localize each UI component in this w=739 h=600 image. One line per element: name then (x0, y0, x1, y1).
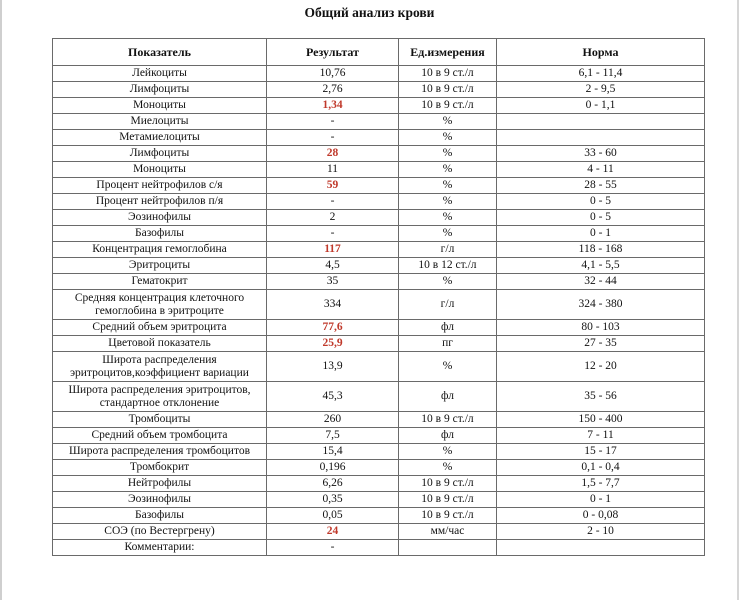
cell-unit: 10 в 9 ст./л (399, 98, 497, 114)
table-row (53, 130, 705, 146)
cell-indicator: Моноциты (53, 162, 267, 178)
table-body (53, 66, 705, 556)
cell-norm: 4,1 - 5,5 (497, 258, 705, 274)
cell-norm: 28 - 55 (497, 178, 705, 194)
table-row (53, 162, 705, 178)
cell-indicator: Эритроциты (53, 258, 267, 274)
cell-indicator: Тромбокрит (53, 460, 267, 476)
cell-unit: % (399, 178, 497, 194)
table-row (53, 66, 705, 82)
cell-result: 11 (267, 162, 399, 178)
cell-result: 25,9 (267, 336, 399, 352)
table-row (53, 178, 705, 194)
cell-unit: % (399, 146, 497, 162)
cell-unit (399, 540, 497, 556)
cell-indicator: Базофилы (53, 508, 267, 524)
cell-unit: % (399, 226, 497, 242)
cell-unit: 10 в 12 ст./л (399, 258, 497, 274)
cell-norm: 1,5 - 7,7 (497, 476, 705, 492)
cell-result: 260 (267, 412, 399, 428)
cell-result: 117 (267, 242, 399, 258)
cell-indicator: Лимфоциты (53, 82, 267, 98)
cell-unit: % (399, 444, 497, 460)
cell-result: - (267, 194, 399, 210)
table-row (53, 476, 705, 492)
cell-unit: % (399, 274, 497, 290)
cell-norm: 27 - 35 (497, 336, 705, 352)
cell-indicator: Комментарии: (53, 540, 267, 556)
cell-unit: 10 в 9 ст./л (399, 82, 497, 98)
cell-unit: % (399, 210, 497, 226)
cell-unit: фл (399, 382, 497, 412)
cell-norm: 2 - 10 (497, 524, 705, 540)
cell-result: 77,6 (267, 320, 399, 336)
table-row (53, 274, 705, 290)
cell-result: 24 (267, 524, 399, 540)
cell-result: 13,9 (267, 352, 399, 382)
table-row (53, 508, 705, 524)
cell-norm: 150 - 400 (497, 412, 705, 428)
cell-norm: 15 - 17 (497, 444, 705, 460)
cell-unit: пг (399, 336, 497, 352)
cell-indicator: Эозинофилы (53, 210, 267, 226)
table-row (53, 412, 705, 428)
cell-indicator: СОЭ (по Вестергрену) (53, 524, 267, 540)
cell-norm: 0,1 - 0,4 (497, 460, 705, 476)
cell-indicator: Широта распределения эритроцитов, стандартное отклонение (53, 382, 267, 412)
cell-unit: фл (399, 428, 497, 444)
cell-indicator: Эозинофилы (53, 492, 267, 508)
cell-indicator: Процент нейтрофилов п/я (53, 194, 267, 210)
header-unit: Ед.измерения (399, 39, 497, 66)
cell-unit: 10 в 9 ст./л (399, 492, 497, 508)
cell-norm (497, 114, 705, 130)
cell-unit: 10 в 9 ст./л (399, 412, 497, 428)
table-header-row (53, 39, 705, 66)
cell-result: - (267, 540, 399, 556)
table-row (53, 194, 705, 210)
page-title: Общий анализ крови (304, 5, 435, 20)
cell-norm: 324 - 380 (497, 290, 705, 320)
cell-result: 15,4 (267, 444, 399, 460)
cell-norm: 7 - 11 (497, 428, 705, 444)
cell-indicator: Миелоциты (53, 114, 267, 130)
cell-indicator: Цветовой показатель (53, 336, 267, 352)
cell-result: 0,05 (267, 508, 399, 524)
cell-norm: 0 - 1 (497, 226, 705, 242)
header-indicator: Показатель (53, 39, 267, 66)
table-row (53, 428, 705, 444)
cell-unit: г/л (399, 242, 497, 258)
cell-norm (497, 540, 705, 556)
table-row (53, 444, 705, 460)
cell-result: 10,76 (267, 66, 399, 82)
cell-indicator: Гематокрит (53, 274, 267, 290)
table-row (53, 258, 705, 274)
table-row (53, 352, 705, 382)
cell-indicator: Нейтрофилы (53, 476, 267, 492)
cell-indicator: Средний объем эритроцита (53, 320, 267, 336)
cell-unit: фл (399, 320, 497, 336)
table-row (53, 210, 705, 226)
cell-norm: 0 - 1,1 (497, 98, 705, 114)
table-row (53, 226, 705, 242)
cell-result: 2 (267, 210, 399, 226)
cell-unit: г/л (399, 290, 497, 320)
cell-norm: 118 - 168 (497, 242, 705, 258)
cell-norm: 6,1 - 11,4 (497, 66, 705, 82)
cell-indicator: Лимфоциты (53, 146, 267, 162)
table-row (53, 242, 705, 258)
table-row (53, 524, 705, 540)
cell-indicator: Средний объем тромбоцита (53, 428, 267, 444)
cell-result: 45,3 (267, 382, 399, 412)
cell-norm: 80 - 103 (497, 320, 705, 336)
cell-norm: 35 - 56 (497, 382, 705, 412)
table-row (53, 336, 705, 352)
cell-indicator: Метамиелоциты (53, 130, 267, 146)
table-row (53, 98, 705, 114)
cell-unit: % (399, 130, 497, 146)
cell-norm: 0 - 5 (497, 194, 705, 210)
cell-norm: 33 - 60 (497, 146, 705, 162)
cell-result: 2,76 (267, 82, 399, 98)
cell-norm: 4 - 11 (497, 162, 705, 178)
table-row (53, 382, 705, 412)
cell-norm: 0 - 1 (497, 492, 705, 508)
cell-norm: 12 - 20 (497, 352, 705, 382)
cell-unit: 10 в 9 ст./л (399, 476, 497, 492)
cell-norm: 0 - 5 (497, 210, 705, 226)
cell-unit: % (399, 194, 497, 210)
table-row (53, 540, 705, 556)
table-row (53, 460, 705, 476)
cell-result: 4,5 (267, 258, 399, 274)
cell-result: 7,5 (267, 428, 399, 444)
table-row (53, 492, 705, 508)
cell-norm: 2 - 9,5 (497, 82, 705, 98)
cell-indicator: Средняя концентрация клеточного гемоглобина в эритроците (53, 290, 267, 320)
cell-result: 28 (267, 146, 399, 162)
cell-unit: 10 в 9 ст./л (399, 66, 497, 82)
table-row (53, 146, 705, 162)
table-row (53, 320, 705, 336)
cell-result: 6,26 (267, 476, 399, 492)
cell-indicator: Широта распределения тромбоцитов (53, 444, 267, 460)
cell-unit: % (399, 460, 497, 476)
cell-indicator: Моноциты (53, 98, 267, 114)
cell-norm: 0 - 0,08 (497, 508, 705, 524)
left-edge-divider (0, 0, 2, 600)
cell-indicator: Лейкоциты (53, 66, 267, 82)
table-row (53, 114, 705, 130)
blood-test-table (52, 38, 705, 556)
cell-result: 1,34 (267, 98, 399, 114)
cell-norm (497, 130, 705, 146)
cell-indicator: Концентрация гемоглобина (53, 242, 267, 258)
table-row (53, 82, 705, 98)
cell-result: - (267, 114, 399, 130)
cell-result: 59 (267, 178, 399, 194)
cell-result: - (267, 130, 399, 146)
cell-indicator: Широта распределения эритроцитов,коэффициент вариации (53, 352, 267, 382)
cell-unit: % (399, 352, 497, 382)
cell-unit: % (399, 114, 497, 130)
cell-unit: % (399, 162, 497, 178)
header-result: Результат (267, 39, 399, 66)
cell-indicator: Тромбоциты (53, 412, 267, 428)
cell-indicator: Процент нейтрофилов с/я (53, 178, 267, 194)
cell-result: - (267, 226, 399, 242)
cell-result: 0,196 (267, 460, 399, 476)
cell-result: 35 (267, 274, 399, 290)
cell-result: 0,35 (267, 492, 399, 508)
table-row (53, 290, 705, 320)
cell-result: 334 (267, 290, 399, 320)
header-norm: Норма (497, 39, 705, 66)
cell-norm: 32 - 44 (497, 274, 705, 290)
cell-unit: 10 в 9 ст./л (399, 508, 497, 524)
cell-indicator: Базофилы (53, 226, 267, 242)
cell-unit: мм/час (399, 524, 497, 540)
